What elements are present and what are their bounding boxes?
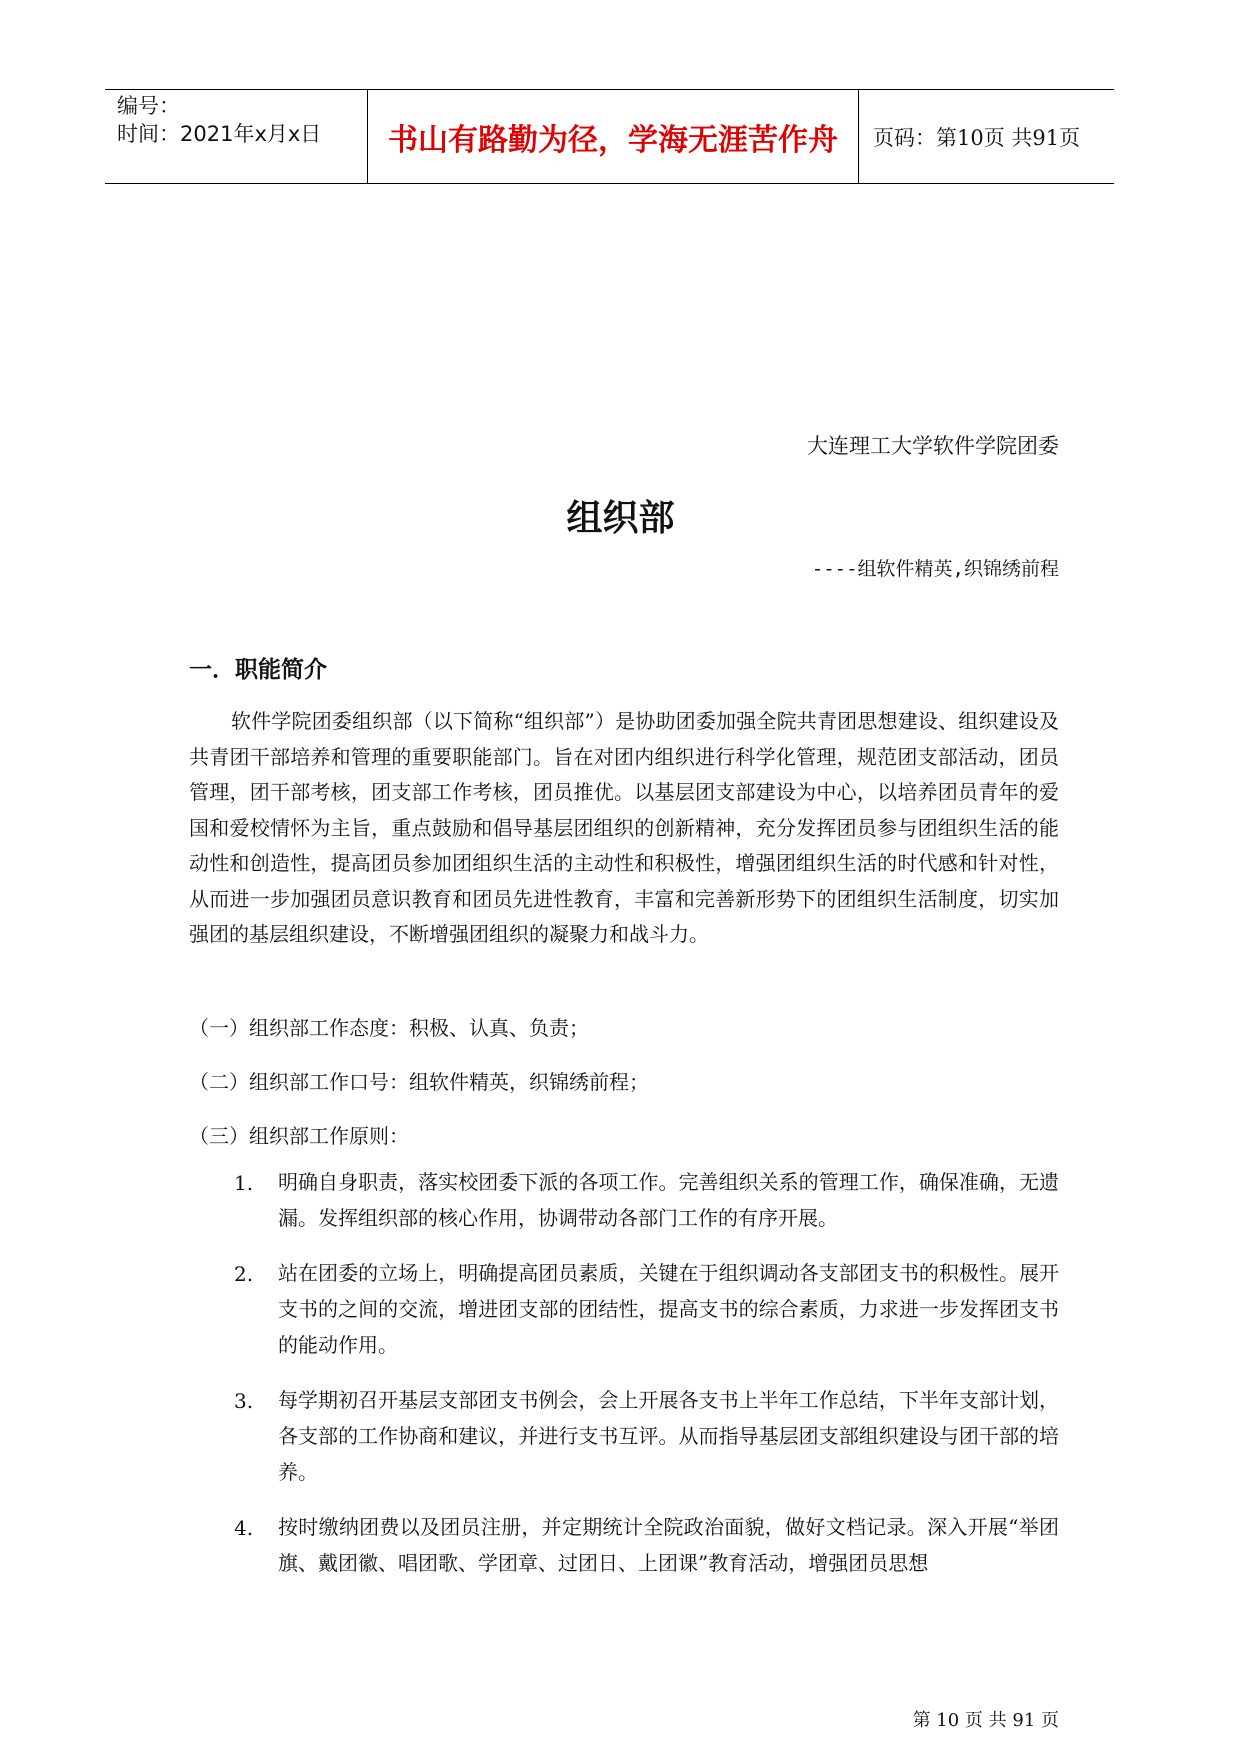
header-left-cell bbox=[105, 90, 368, 183]
number-label: 编号： bbox=[117, 94, 180, 118]
principle-number: 4. bbox=[234, 1516, 254, 1540]
doc-title: 组织部 bbox=[566, 498, 675, 539]
intro-paragraph: 软件学院团委组织部（以下简称“组织部”）是协助团委加强全院共青团思想建设、组织建设及共青团干部培养和管理的重要职能部门。旨在对团内组织进行科学化管理，规范团支部活动，团员管理，团干部考核，团支部工作考核，团员推优。以基层团支部建设为中心，以培养团员青年的爱国和爱校情怀为主旨，重点鼓励和倡导基层团组织的创新精神，充分发挥团员参与团组织生活的能动性和创造性，提高团员参加团组织生活的主动性和积极性，增强团组织生活的时代感和针对性，从而进一步加强团员意识教育和团员先进性教育，丰富和完善新形势下的团组织生活制度，切实加强团的基层组织建设，不断增强团组织的凝聚力和战斗力。 bbox=[189, 709, 1059, 946]
item-work-attitude: （一）组织部工作态度：积极、认真、负责； bbox=[189, 1016, 589, 1040]
org-name: 大连理工大学软件学院团委 bbox=[807, 434, 1059, 458]
time-label: 时间：2021年x月x日 bbox=[117, 122, 322, 146]
header-page-label: 页码：第10页 共91页 bbox=[873, 125, 1081, 150]
principle-text: 每学期初召开基层支部团支书例会，会上开展各支书上半年工作总结，下半年支部计划，各支部的工作协商和建议，并进行支书互评。从而指导基层团支部组织建设与团干部的培养。 bbox=[278, 1388, 1059, 1484]
principle-number: 1. bbox=[234, 1171, 254, 1195]
item-work-principles: （三）组织部工作原则： bbox=[189, 1124, 409, 1148]
header-motto: 书山有路勤为径，学海无涯苦作舟 bbox=[368, 90, 859, 183]
principle-text: 按时缴纳团费以及团员注册，并定期统计全院政治面貌，做好文档记录。深入开展“举团旗、戴团徽、唱团歌、学团章、过团日、上团课”教育活动，增强团员思想 bbox=[278, 1515, 1059, 1575]
principle-text: 站在团委的立场上，明确提高团员素质，关键在于组织调动各支部团支书的积极性。展开支书的之间的交流，增进团支部的团结性，提高支书的综合素质，力求进一步发挥团支书的能动作用。 bbox=[278, 1261, 1059, 1357]
principle-text: 明确自身职责，落实校团委下派的各项工作。完善组织关系的管理工作，确保准确，无遗漏。发挥组织部的核心作用，协调带动各部门工作的有序开展。 bbox=[278, 1170, 1059, 1230]
page-footer: 第 10 页 共 91 页 bbox=[912, 1710, 1059, 1731]
doc-slogan: ----组软件精英,织锦绣前程 bbox=[811, 558, 1059, 580]
section-heading: 一．职能简介 bbox=[189, 657, 327, 683]
principle-number: 2. bbox=[234, 1262, 254, 1286]
item-work-slogan: （二）组织部工作口号：组软件精英，织锦绣前程； bbox=[189, 1070, 649, 1094]
principle-number: 3. bbox=[234, 1389, 254, 1413]
page-header bbox=[105, 89, 1114, 184]
